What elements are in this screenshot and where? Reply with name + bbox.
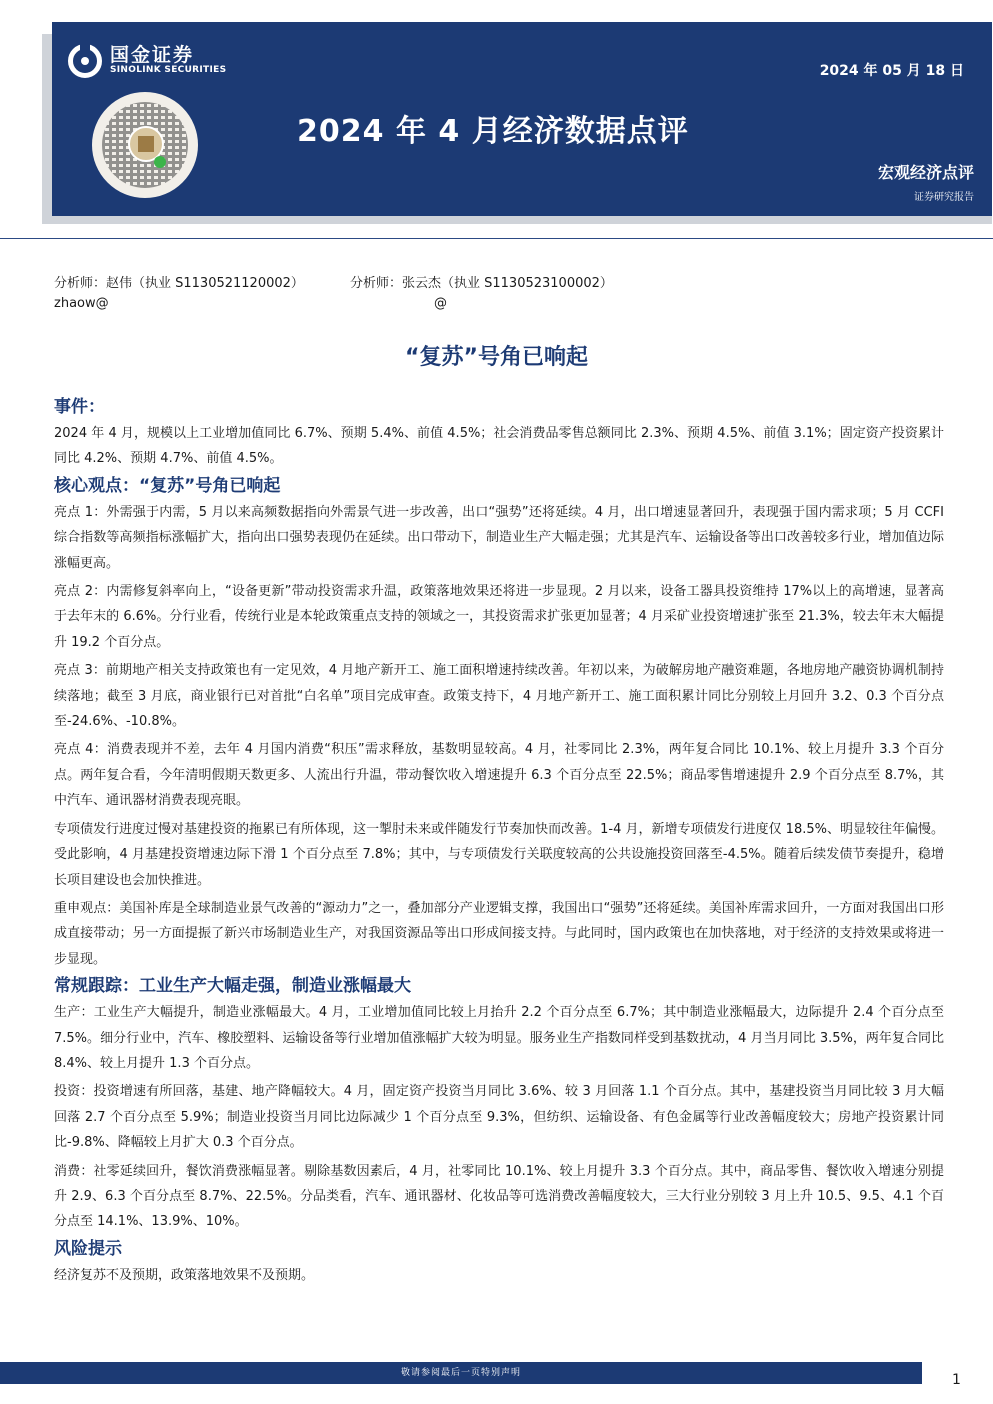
- core-paragraph-4: 亮点 4：消费表现并不差，去年 4 月国内消费“积压”需求释放，基数明显较高。4 月，社零同比 2.3%，两年复合同比 10.1%、较上月提升 3.3 个百分点。两年复合看，今年清明假期天数更多、人流出行升温，带动餐饮收入增速提升 6.3 个百分点至 22.5%；商品零售增速提升 2.9 个百分点至 8.7%，其中汽车、通讯器材消费表现亮眼。: [54, 742, 944, 809]
- logo-name-en: SINOLINK SECURITIES: [110, 65, 227, 76]
- company-logo: [68, 44, 226, 78]
- report-banner: [52, 22, 992, 216]
- section-title-risk: 风险提示: [54, 1238, 122, 1259]
- event-paragraph: 2024 年 4 月，规模以上工业增加值同比 6.7%、预期 5.4%、前值 4.5%；社会消费品零售总额同比 2.3%、预期 4.5%、前值 3.1%；固定资产投资累计同比 4.2%、预期 4.7%、前值 4.5%。: [54, 426, 944, 467]
- logo-name-cn: 国金证券: [110, 44, 195, 67]
- section-title-tracking: 常规跟踪：工业生产大幅走强，制造业涨幅最大: [54, 976, 411, 997]
- analyst-block: [54, 274, 613, 314]
- core-paragraph-5: 专项债发行进度过慢对基建投资的拖累已有所体现，这一掣肘未来或伴随发行节奏加快而改善。1-4 月，新增专项债发行进度仅 18.5%、明显较往年偏慢。受此影响，4 月基建投资增速边际下滑 1 个百分点至 7.8%；其中，与专项债发行关联度较高的公共设施投资回落至-4.5%。随着后续发债节奏提升，稳增长项目建设也会加快推进。: [54, 821, 944, 888]
- section-title-core: 核心观点：“复苏”号角已响起: [54, 475, 281, 496]
- report-title: 2024 年 4 月经济数据点评: [297, 114, 689, 149]
- analyst-1-email[interactable]: zhaow@: [54, 296, 109, 311]
- report-date: 2024 年 05 月 18 日: [819, 63, 964, 79]
- section-title-event: 事件：: [54, 397, 105, 417]
- tracking-paragraph-production: 生产：工业生产大幅提升，制造业涨幅最大。4 月，工业增加值同比较上月抬升 2.2 个百分点至 6.7%；其中制造业涨幅最大，边际提升 2.4 个百分点至 7.5%。细分行业中，汽车、橡胶塑料、运输设备等行业增加值涨幅扩大较为明显。服务业生产指数同样受到基数扰动，4 月当月同比 3.5%，两年复合同比 8.4%、较上月提升 1.3 个百分点。: [54, 1005, 944, 1071]
- footer-disclaimer-note: 敬请参阅最后一页特别声明: [400, 1368, 521, 1378]
- core-paragraph-1: 亮点 1：外需强于内需，5 月以来高频数据指向外需景气进一步改善，出口“强势”还将延续。4 月，出口增速显著回升，表现强于国内需求项；5 月 CCFI 综合指数等高频指标涨幅扩大，指向出口强势表现仍在延续。出口带动下，制造业生产大幅走强；尤其是汽车、运输设备等出口改善较多行业，增加值边际涨幅更高。: [54, 504, 944, 571]
- analyst-2-email[interactable]: @: [434, 296, 447, 311]
- page-footer: [0, 1360, 993, 1404]
- logo-mark-icon: [68, 44, 102, 78]
- report-category: 宏观经济点评: [877, 163, 974, 182]
- header-divider: [0, 238, 993, 239]
- core-paragraph-2: 亮点 2：内需修复斜率向上，“设备更新”带动投资需求升温，政策落地效果还将进一步显现。2 月以来，设备工器具投资维持 17%以上的高增速，显著高于去年末的 6.6%。分行业看，传统行业是本轮政策重点支持的领域之一，其投资需求扩张更加显著；4 月采矿业投资增速扩张至 21.3%，较去年末大幅提升 19.2 个百分点。: [54, 584, 944, 650]
- report-body: [54, 393, 944, 1288]
- tracking-paragraph-investment: 投资：投资增速有所回落，基建、地产降幅较大。4 月，固定资产投资当月同比 3.6%、较 3 月回落 1.1 个百分点。其中，基建投资当月同比较 3 月大幅回落 2.7 个百分点至 5.9%；制造业投资当月同比边际减少 1 个百分点至 9.3%，但纺织、运输设备、有色金属等行业改善幅度较大；房地产投资累计同比-9.8%、降幅较上月扩大 0.3 个百分点。: [54, 1084, 944, 1151]
- page-number: 1: [952, 1372, 961, 1388]
- analyst-2: 分析师：张云杰（执业 S1130523100002）: [350, 276, 613, 291]
- tracking-paragraph-consumption: 消费：社零延续回升，餐饮消费涨幅显著。剔除基数因素后，4 月，社零同比 10.1%、较上月提升 3.3 个百分点。其中，商品零售、餐饮收入增速分别提升 2.9、6.3 个百分点至 8.7%、22.5%。分品类看，汽车、通讯器材、化妆品等可选消费改善幅度较大，三大行业分别较 3 月上升 10.5、9.5、4.1 个百分点至 14.1%、13.9%、10%。: [54, 1163, 944, 1230]
- qr-code-icon: [92, 92, 198, 198]
- core-paragraph-6: 重申观点：美国补库是全球制造业景气改善的“源动力”之一，叠加部分产业逻辑支撑，我国出口“强势”还将延续。美国补库需求回升，一方面对我国出口形成直接带动；另一方面提振了新兴市场制造业生产，对我国资源品等出口形成间接支持。与此同时，国内政策也在加快落地，对于经济的支持效果或将进一步显现。: [54, 900, 944, 967]
- headline: “复苏”号角已响起: [405, 345, 588, 370]
- core-paragraph-3: 亮点 3：前期地产相关支持政策也有一定见效，4 月地产新开工、施工面积增速持续改善。年初以来，为破解房地产融资难题，各地房地产融资协调机制持续落地；截至 3 月底，商业银行已对首批“白名单”项目完成审查。政策支持下，4 月地产新开工、施工面积累计同比分别较上月回升 3.2、0.3 个百分点至-24.6%、-10.8%。: [54, 663, 944, 730]
- risk-paragraph: 经济复苏不及预期，政策落地效果不及预期。: [54, 1267, 315, 1283]
- analyst-1: 分析师：赵伟（执业 S1130521120002）: [54, 276, 304, 291]
- report-subcategory: 证券研究报告: [914, 192, 974, 203]
